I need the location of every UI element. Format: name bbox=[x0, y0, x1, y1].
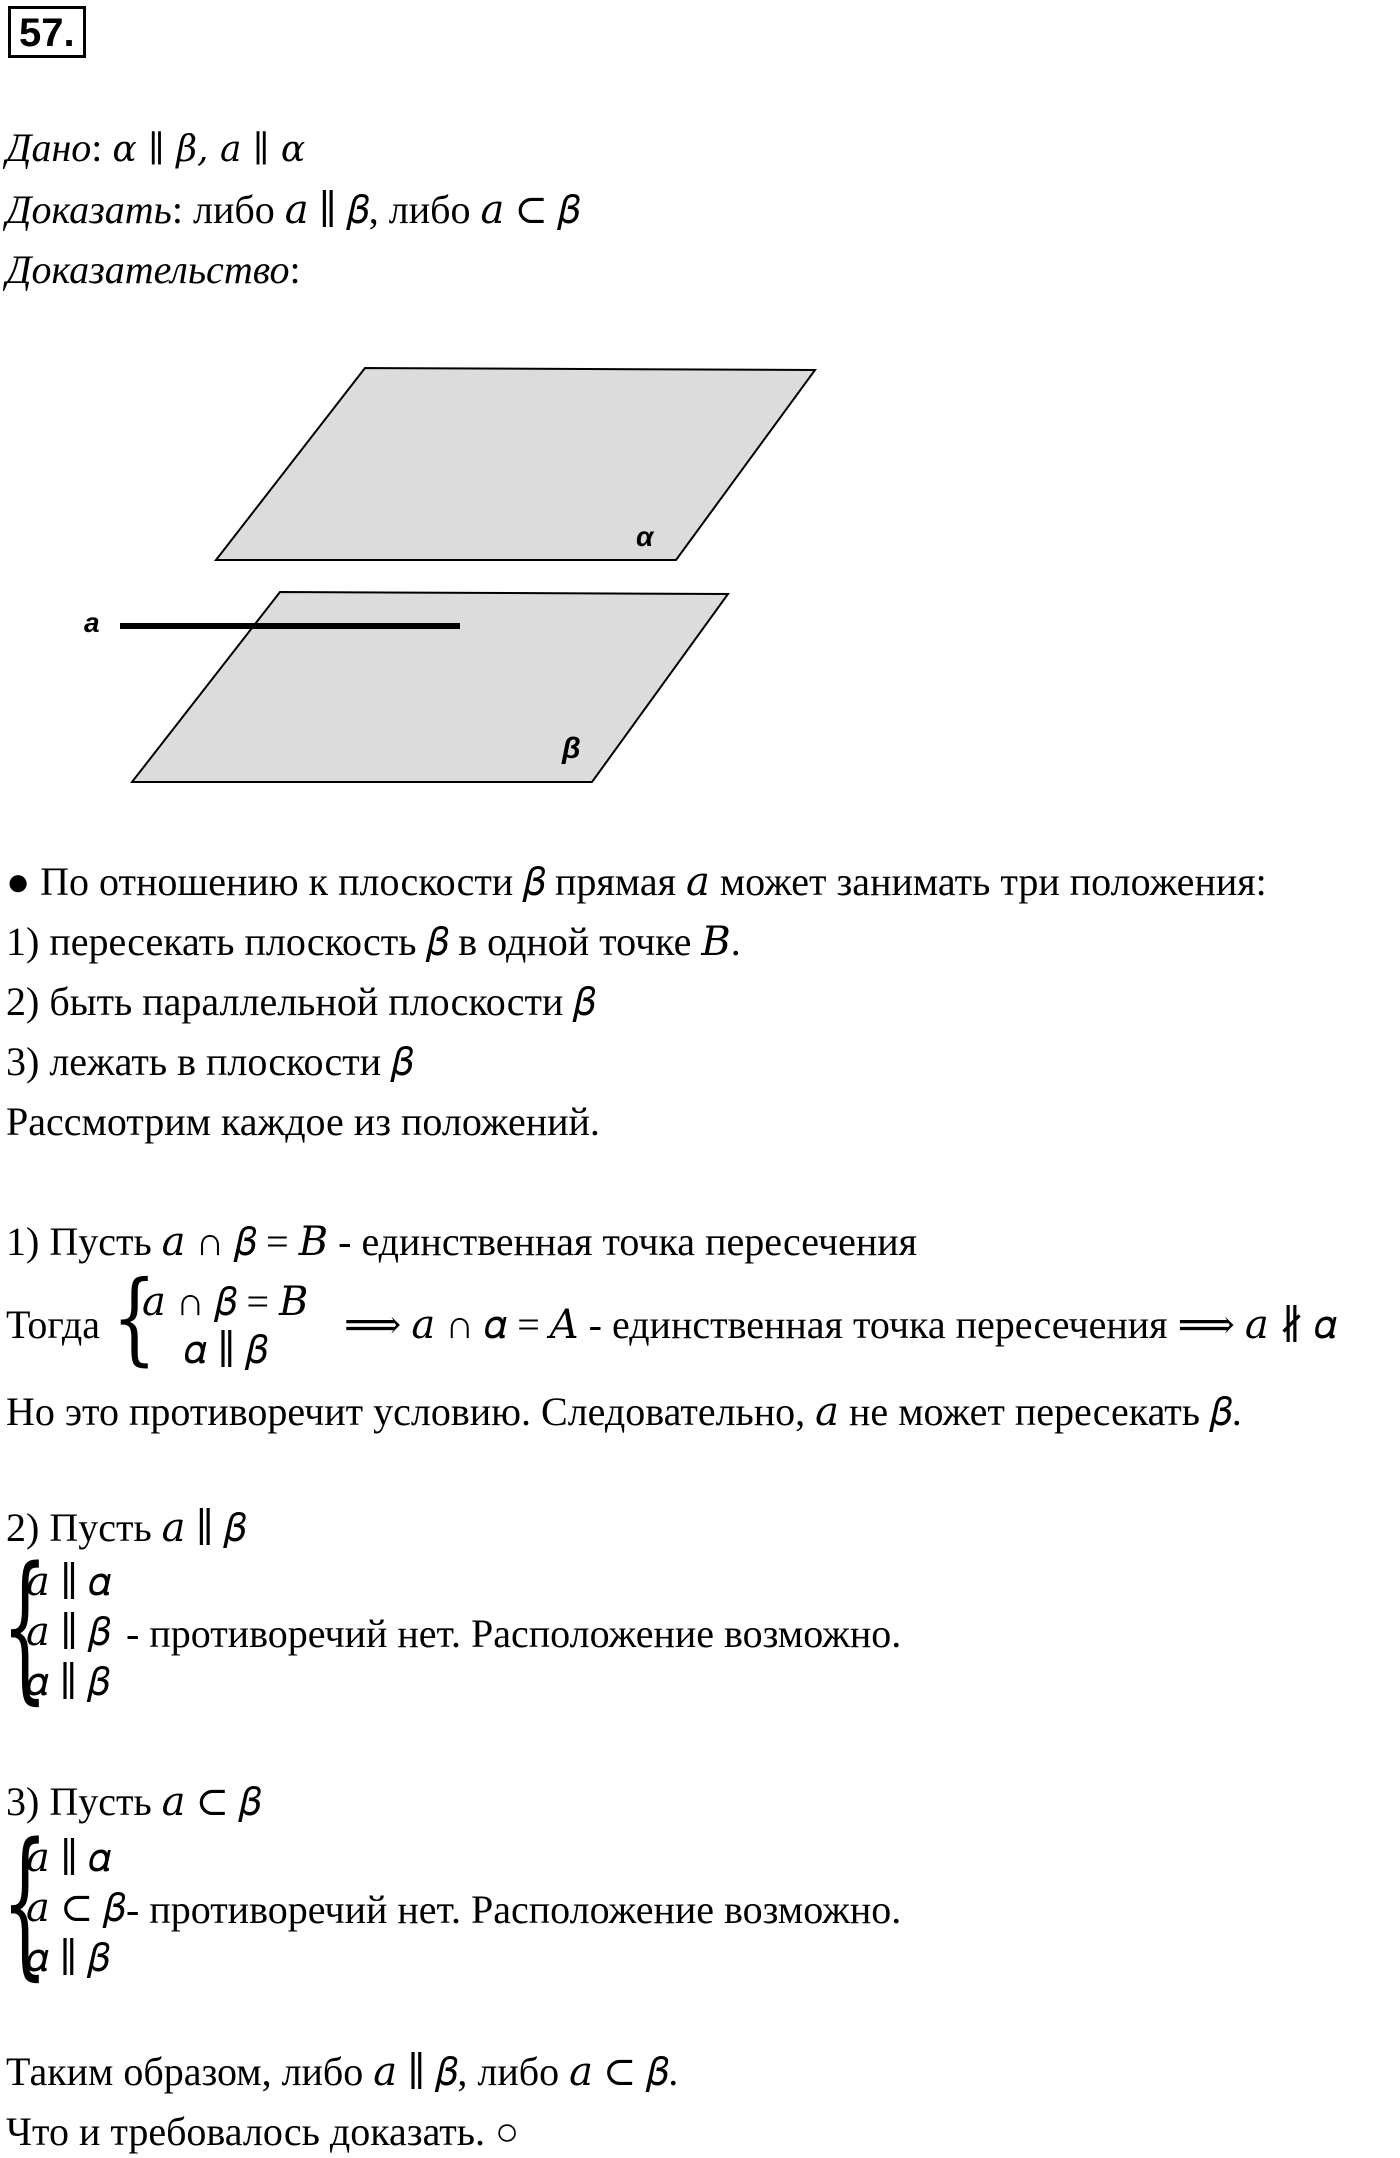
case2-sys-line3: 𝛼 ∥ 𝛽 bbox=[26, 1659, 110, 1704]
case2-heading: 2) Пусть 𝑎 ∥ 𝛽 bbox=[6, 1505, 246, 1550]
case1-implication: ⟹ 𝑎 ∩ 𝛼 = 𝐴 - единственная точка пересечения ⟹ 𝑎 ∦ 𝛼 bbox=[344, 1302, 1338, 1347]
plane-beta bbox=[132, 592, 728, 782]
case1-heading: 1) Пусть 𝑎 ∩ 𝛽 = 𝐵 - единственная точка пересечения bbox=[6, 1219, 918, 1264]
case2-brace: { bbox=[2, 1532, 48, 1719]
given-content: 𝛼 ∥ 𝛽, 𝑎 ∥ 𝛼 bbox=[112, 129, 306, 170]
prove-line: Доказать: либо 𝑎 ∥ 𝛽, либо 𝑎 ⊂ 𝛽 bbox=[6, 187, 580, 232]
planes-figure bbox=[0, 350, 900, 800]
case1-sys-line1: 𝑎 ∩ 𝛽 = 𝐵 bbox=[142, 1279, 309, 1324]
case2-comment: - противоречий нет. Расположение возможно. bbox=[126, 1611, 902, 1656]
proof-heading: Доказательство: bbox=[6, 247, 301, 292]
problem-number: 57. bbox=[8, 6, 86, 58]
consider-line: Рассмотрим каждое из положений. bbox=[6, 1099, 600, 1144]
case3-sys-line3: 𝛼 ∥ 𝛽 bbox=[26, 1935, 110, 1980]
case3-heading: 3) Пусть 𝑎 ⊂ 𝛽 bbox=[6, 1779, 261, 1824]
given-label: Дано bbox=[6, 125, 92, 170]
case3-comment: - противоречий нет. Расположение возможно. bbox=[126, 1887, 902, 1932]
case1-sys-line2: 𝛼 ∥ 𝛽 bbox=[184, 1327, 268, 1372]
intro-item-1: 1) пересекать плоскость 𝛽 в одной точке 𝐵. bbox=[6, 919, 741, 964]
plane-alpha-label: α bbox=[636, 521, 654, 552]
prove-content: либо 𝑎 ∥ 𝛽, либо 𝑎 ⊂ 𝛽 bbox=[192, 187, 580, 232]
case2-sys-line2: 𝑎 ∥ 𝛽 bbox=[26, 1609, 111, 1654]
case3-sys-line1: 𝑎 ∥ 𝛼 bbox=[26, 1835, 112, 1880]
line-a-label: a bbox=[84, 607, 100, 638]
plane-beta-label: β bbox=[562, 732, 581, 765]
intro-item-3: 3) лежать в плоскости 𝛽 bbox=[6, 1039, 413, 1084]
final-line-1: Таким образом, либо 𝑎 ∥ 𝛽, либо 𝑎 ⊂ 𝛽. bbox=[6, 2049, 679, 2094]
plane-alpha bbox=[216, 368, 815, 560]
case1-brace: { bbox=[112, 1259, 157, 1376]
case3-brace: { bbox=[2, 1808, 48, 1995]
prove-label: Доказать bbox=[6, 187, 172, 232]
intro-line: ● По отношению к плоскости 𝛽 прямая 𝑎 может занимать три положения: bbox=[6, 859, 1267, 904]
case1-then: Тогда bbox=[6, 1302, 100, 1347]
intro-item-2: 2) быть параллельной плоскости 𝛽 bbox=[6, 979, 596, 1024]
proof-label: Доказательство bbox=[6, 247, 290, 292]
case1-conclusion: Но это противоречит условию. Следовательно, 𝑎 не может пересекать 𝛽. bbox=[6, 1389, 1242, 1434]
case2-sys-line1: 𝑎 ∥ 𝛼 bbox=[26, 1559, 112, 1604]
given-line: Дано: 𝛼 ∥ 𝛽, 𝑎 ∥ 𝛼 bbox=[6, 125, 306, 170]
case3-sys-line2: 𝑎 ⊂ 𝛽 bbox=[26, 1885, 126, 1930]
final-line-2: Что и требовалось доказать. ○ bbox=[6, 2109, 520, 2154]
